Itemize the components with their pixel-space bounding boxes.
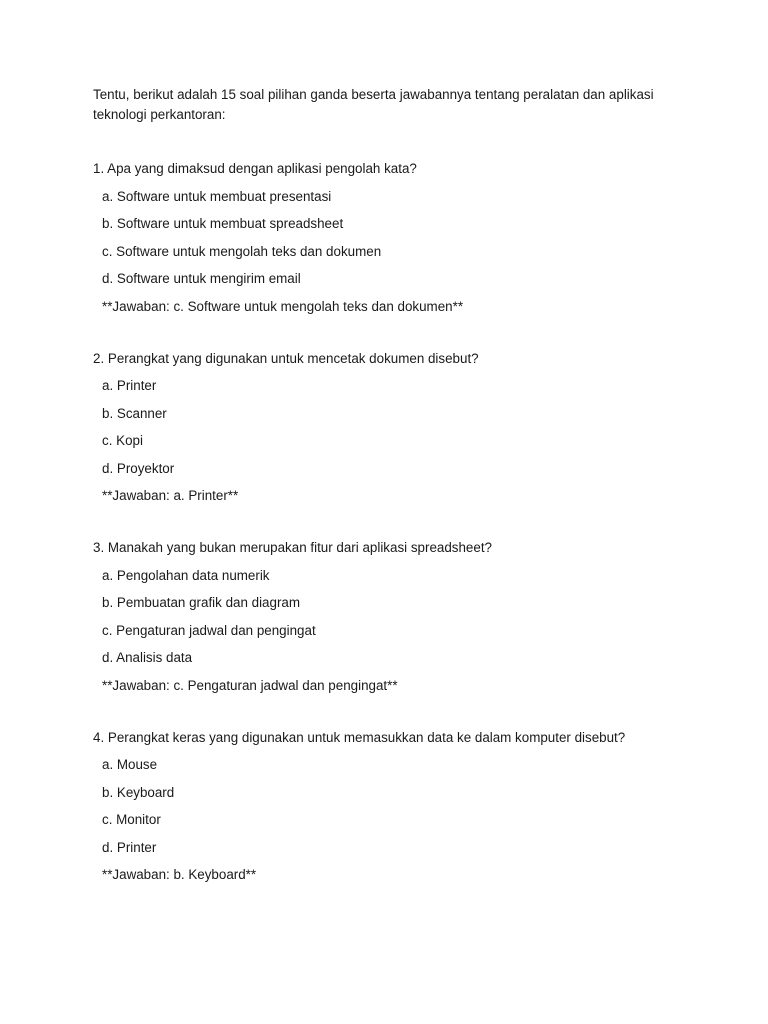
option-d: d. Proyektor xyxy=(102,460,175,476)
option-c: c. Software untuk mengolah teks dan dokumen xyxy=(102,243,382,259)
option-c: c. Pengaturan jadwal dan pengingat xyxy=(102,622,316,638)
option-b: b. Software untuk membuat spreadsheet xyxy=(102,216,344,231)
option-a: a. Mouse xyxy=(102,757,158,772)
option-a: a. Printer xyxy=(102,378,157,393)
option-c: c. Kopi xyxy=(102,433,143,448)
answer-line: **Jawaban: b. Keyboard** xyxy=(102,867,257,882)
option-c: c. Monitor xyxy=(102,812,161,827)
document-content xyxy=(93,85,693,885)
option-a: a. Pengolahan data numerik xyxy=(102,567,270,583)
answer-line: **Jawaban: c. Pengaturan jadwal dan pengingat** xyxy=(102,677,398,693)
question-block xyxy=(93,349,693,507)
option-d: d. Printer xyxy=(102,839,157,855)
option-a: a. Software untuk membuat presentasi xyxy=(102,188,332,204)
question-text: 4. Perangkat keras yang digunakan untuk memasukkan data ke dalam komputer disebut? xyxy=(93,729,626,745)
option-d: d. Analisis data xyxy=(102,650,193,665)
option-b: b. Keyboard xyxy=(102,784,175,800)
intro-paragraph: Tentu, berikut adalah 15 soal pilihan ganda beserta jawabannya tentang peralatan dan aplikasi teknologi perkantoran: xyxy=(93,87,654,122)
question-block xyxy=(93,538,693,696)
question-block xyxy=(93,159,693,317)
option-d: d. Software untuk mengirim email xyxy=(102,271,301,286)
question-text: 2. Perangkat yang digunakan untuk mencetak dokumen disebut? xyxy=(93,350,479,366)
answer-line: **Jawaban: a. Printer** xyxy=(102,488,239,503)
question-text: 3. Manakah yang bukan merupakan fitur dari aplikasi spreadsheet? xyxy=(93,540,492,555)
option-b: b. Scanner xyxy=(102,405,167,421)
option-b: b. Pembuatan grafik dan diagram xyxy=(102,595,301,610)
question-text: 1. Apa yang dimaksud dengan aplikasi pengolah kata? xyxy=(93,161,417,176)
question-block xyxy=(93,728,693,886)
answer-line: **Jawaban: c. Software untuk mengolah teks dan dokumen** xyxy=(102,298,464,314)
